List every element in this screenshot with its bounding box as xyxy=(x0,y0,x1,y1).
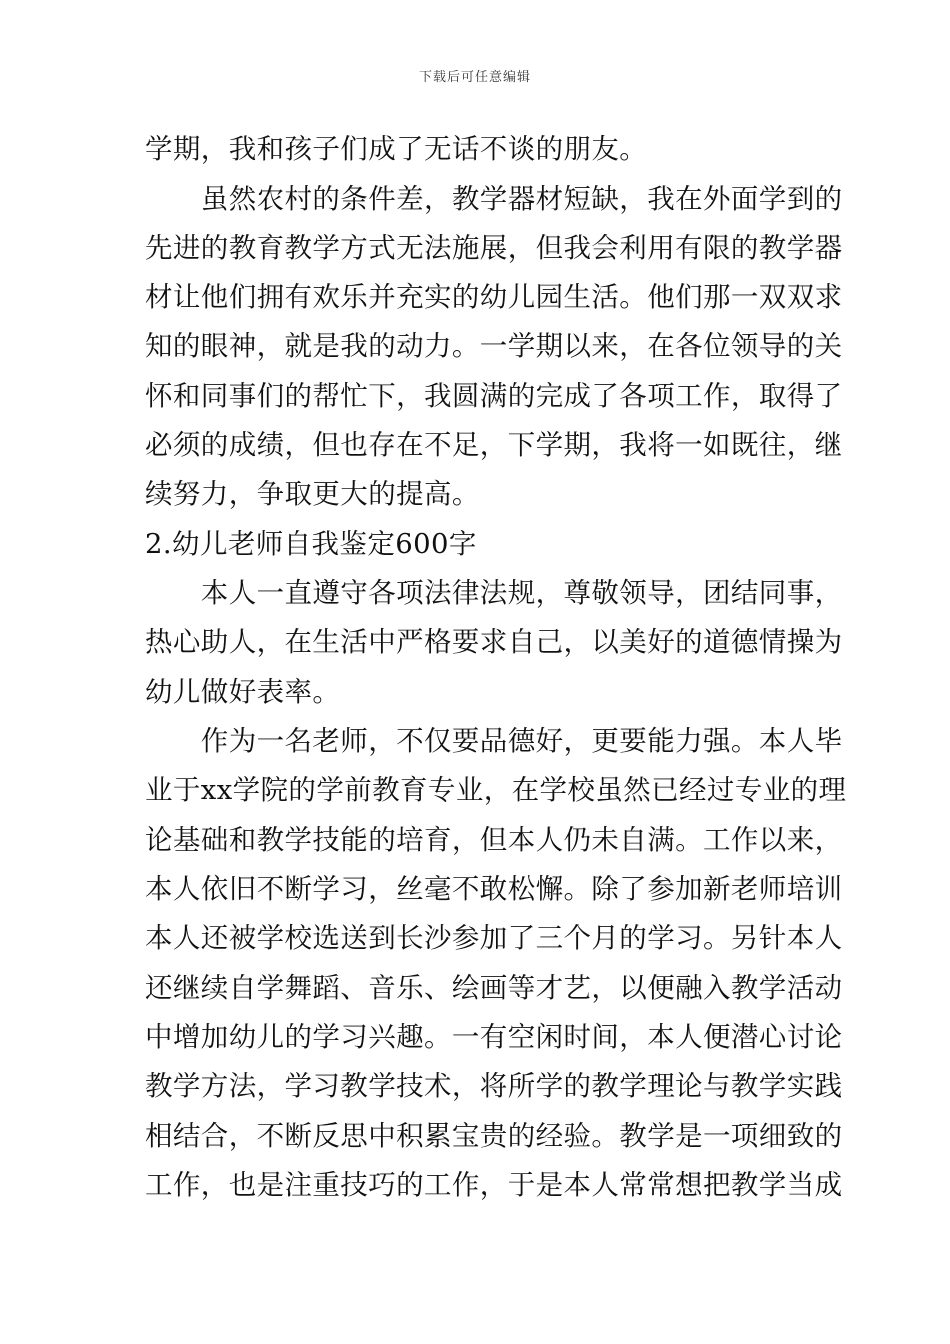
body-line: 学期，我和孩子们成了无话不谈的朋友。 xyxy=(145,133,648,165)
body-line: 本人一直遵守各项法律法规，尊敬领导，团结同事， xyxy=(145,577,843,609)
body-line: 材让他们拥有欢乐并充实的幼儿园生活。他们那一双双求 xyxy=(145,281,843,313)
body-line: 作为一名老师，不仅要品德好，更要能力强。本人毕 xyxy=(145,725,843,757)
body-line: 工作，也是注重技巧的工作，于是本人常常想把教学当成 xyxy=(145,1169,843,1201)
body-line: 还继续自学舞蹈、音乐、绘画等才艺，以便融入教学活动 xyxy=(145,972,843,1004)
body-line: 怀和同事们的帮忙下，我圆满的完成了各项工作，取得了 xyxy=(145,380,843,412)
page-header: 下载后可任意编辑 xyxy=(418,70,531,85)
body-line: 续努力，争取更大的提高。 xyxy=(145,478,480,510)
body-line: 本人还被学校选送到长沙参加了三个月的学习。另针本人 xyxy=(145,922,843,954)
body-line: 幼儿做好表率。 xyxy=(145,676,341,708)
body-line: 相结合，不断反思中积累宝贵的经验。教学是一项细致的 xyxy=(145,1120,843,1152)
body-line: 中增加幼儿的学习兴趣。一有空闲时间，本人便潜心讨论 xyxy=(145,1021,843,1053)
body-line: 业于xx学院的学前教育专业，在学校虽然已经过专业的理 xyxy=(145,774,847,806)
body-line: 必须的成绩，但也存在不足，下学期，我将一如既往，继 xyxy=(145,429,843,461)
body-line: 知的眼神，就是我的动力。一学期以来，在各位领导的关 xyxy=(145,330,843,362)
body-line: 本人依旧不断学习，丝毫不敢松懈。除了参加新老师培训 xyxy=(145,873,843,905)
body-line: 虽然农村的条件差，教学器材短缺，我在外面学到的 xyxy=(145,183,843,215)
body-line: 热心助人，在生活中严格要求自己，以美好的道德情操为 xyxy=(145,626,843,658)
body-line: 论基础和教学技能的培育，但本人仍未自满。工作以来， xyxy=(145,824,843,856)
body-line: 先进的教育教学方式无法施展，但我会利用有限的教学器 xyxy=(145,232,843,264)
body-line: 教学方法，学习教学技术，将所学的教学理论与教学实践 xyxy=(145,1070,843,1102)
section-heading: 2.幼儿老师自我鉴定600字 xyxy=(145,528,477,560)
